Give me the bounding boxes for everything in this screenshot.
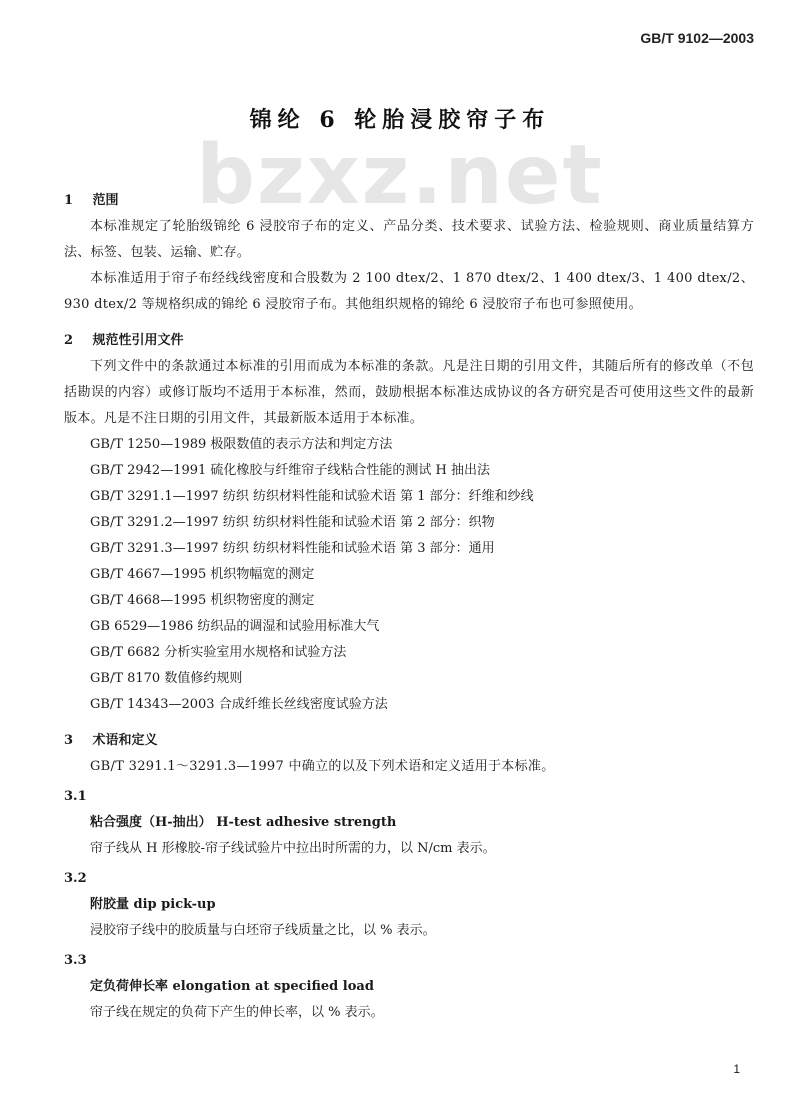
page-number: 1 <box>733 1062 740 1076</box>
reference-item: GB/T 2942—1991 硫化橡胶与纤维帘子线粘合性能的测试 H 抽出法 <box>90 463 491 478</box>
section-heading-terms-definitions <box>64 728 754 754</box>
section-title: 范围 <box>92 193 119 208</box>
section-number: 1 <box>64 193 74 208</box>
reference-item: GB/T 3291.1—1997 纺织 纺织材料性能和试验术语 第 1 部分：纤维和纱线 <box>90 489 534 504</box>
watermark: bzxz.net <box>196 128 604 223</box>
section-heading-scope <box>64 188 754 214</box>
reference-item: GB/T 4667—1995 机织物幅宽的测定 <box>90 567 315 582</box>
standard-code: GB/T 9102—2003 <box>640 30 754 46</box>
reference-item: GB/T 6682 分析实验室用水规格和试验方法 <box>90 645 347 660</box>
reference-item: GB/T 8170 数值修约规则 <box>90 671 243 686</box>
reference-item: GB/T 3291.3—1997 纺织 纺织材料性能和试验术语 第 3 部分：通用 <box>90 541 495 556</box>
document-title: 锦纶 6 轮胎浸胶帘子布 <box>249 107 551 133</box>
section-number: 3 <box>64 733 74 748</box>
section-title: 规范性引用文件 <box>92 333 184 348</box>
reference-item: GB 6529—1986 纺织品的调湿和试验用标准大气 <box>90 619 380 634</box>
term-name: 附胶量 dip pick-up <box>90 897 216 912</box>
paragraph: 本标准适用于帘子布经线线密度和合股数为 2 100 dtex/2、1 870 dtex/2、1 400 dtex/3、1 400 dtex/2、930 dtex/2 等规格织成的锦纶 6 浸胶帘子布。其他组织规格的锦纶 6 浸胶帘子布也可参照使用。 <box>64 271 754 312</box>
term-number: 3.3 <box>64 953 87 968</box>
document-body <box>64 178 754 1026</box>
term-definition: 帘子线在规定的负荷下产生的伸长率，以 % 表示。 <box>90 1005 384 1020</box>
section-heading-normative-references <box>64 328 754 354</box>
reference-item: GB/T 14343—2003 合成纤维长丝线密度试验方法 <box>90 697 388 712</box>
paragraph: 本标准规定了轮胎级锦纶 6 浸胶帘子布的定义、产品分类、技术要求、试验方法、检验规则、商业质量结算方法、标签、包装、运输、贮存。 <box>64 219 754 260</box>
term-number: 3.2 <box>64 871 87 886</box>
paragraph: 下列文件中的条款通过本标准的引用而成为本标准的条款。凡是注日期的引用文件，其随后所有的修改单（不包括勘误的内容）或修订版均不适用于本标准，然而，鼓励根据本标准达成协议的各方研究是否可使用这些文件的最新版本。凡是不注日期的引用文件，其最新版本适用于本标准。 <box>64 359 754 426</box>
term-definition: 浸胶帘子线中的胶质量与白坯帘子线质量之比，以 % 表示。 <box>90 923 436 938</box>
reference-item: GB/T 3291.2—1997 纺织 纺织材料性能和试验术语 第 2 部分：织物 <box>90 515 495 530</box>
section-title: 术语和定义 <box>92 733 158 748</box>
term-name: 粘合强度（H-抽出） H-test adhesive strength <box>90 815 397 830</box>
section-number: 2 <box>64 333 74 348</box>
reference-item: GB/T 1250—1989 极限数值的表示方法和判定方法 <box>90 437 393 452</box>
term-definition: 帘子线从 H 形橡胶-帘子线试验片中拉出时所需的力，以 N/cm 表示。 <box>90 841 496 856</box>
reference-item: GB/T 4668—1995 机织物密度的测定 <box>90 593 315 608</box>
paragraph: GB/T 3291.1～3291.3—1997 中确立的以及下列术语和定义适用于本标准。 <box>90 759 555 774</box>
term-name: 定负荷伸长率 elongation at specified load <box>90 979 374 994</box>
term-number: 3.1 <box>64 789 87 804</box>
